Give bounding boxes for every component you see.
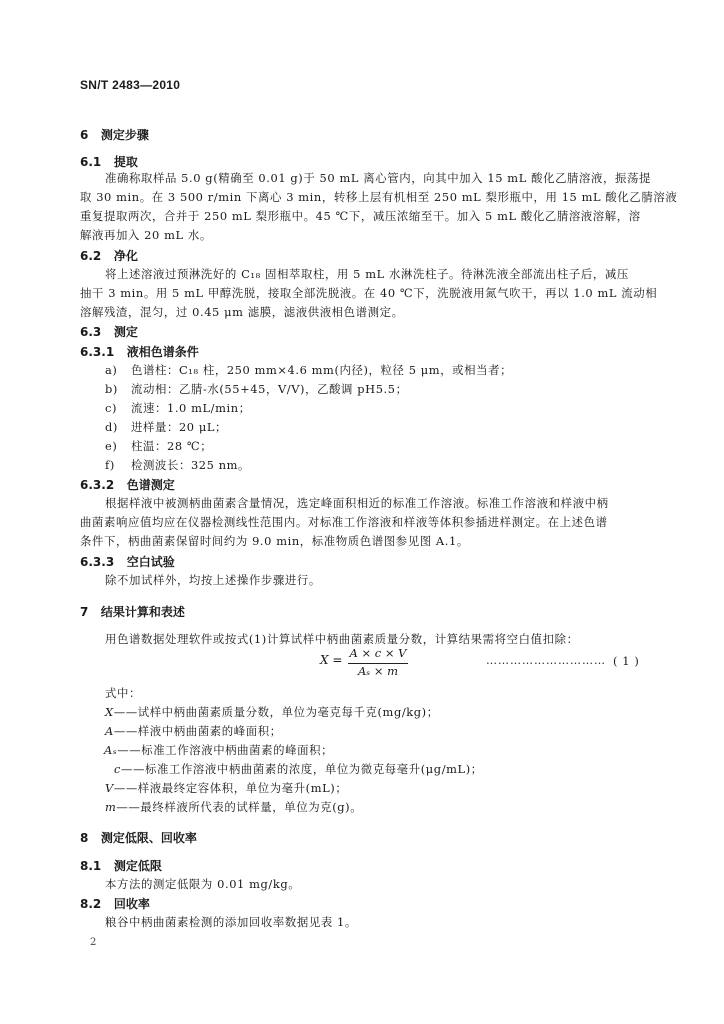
variable-text: ——试样中柄曲菌素质量分数，单位为毫克每千克(mg/kg)；	[113, 705, 439, 719]
equation-lhs: X =	[320, 653, 343, 667]
list-text: 流动相：乙腈-水(55+45，V/V)，乙酸调 pH5.5；	[131, 382, 408, 396]
section-number: 8.2	[80, 897, 102, 911]
paragraph-line: 溶解残渣，混匀，过 0.45 μm 滤膜，滤液供液相色谱测定。	[80, 305, 404, 319]
list-label: e)	[105, 439, 118, 453]
equation-number: ( 1 )	[613, 654, 640, 668]
paragraph-line: 条件下，柄曲菌素保留时间约为 9.0 min，标准物质色谱图参见图 A.1。	[80, 534, 469, 548]
list-label: b)	[105, 382, 118, 396]
variable-text: ——最终样液所代表的试样量，单位为克(g)。	[116, 800, 363, 814]
section-6-3-2-heading	[80, 476, 175, 493]
section-number: 6.3.3	[80, 555, 115, 569]
list-text: 流速：1.0 mL/min；	[131, 401, 251, 415]
paragraph-line: 重复提取两次，合并于 250 mL 梨形瓶中。45 ℃下，减压浓缩至干。加入 5 mL 酸化乙腈溶液溶解，溶	[80, 209, 641, 223]
variable-symbol: X	[105, 705, 114, 719]
variable-definition	[114, 761, 483, 777]
list-item	[105, 400, 251, 416]
paragraph-line: 准确称取样品 5.0 g(精确至 0.01 g)于 50 mL 离心管内，向其中加入 15 mL 酸化乙腈溶液，振荡提	[105, 171, 651, 185]
section-title: 测定低限、回收率	[100, 831, 197, 845]
variable-symbol: Aₛ	[104, 743, 118, 757]
list-text: 柱温：28 ℃；	[131, 439, 213, 453]
section-title: 测定步骤	[100, 128, 149, 142]
variable-symbol: V	[105, 781, 114, 795]
section-title: 色谱测定	[126, 478, 175, 492]
variable-text: ——标准工作溶液中柄曲菌素的峰面积；	[117, 743, 334, 757]
section-number: 6.3.1	[80, 345, 115, 359]
section-title: 液相色谱条件	[126, 345, 199, 359]
section-6-3-heading	[80, 323, 138, 340]
list-item	[105, 381, 408, 397]
paragraph-line: 根据样液中被测柄曲菌素含量情况，选定峰面积相近的标准工作溶液。标准工作溶液和样液中柄	[105, 496, 609, 510]
section-number: 6	[80, 128, 89, 142]
list-text: 色谱柱：C₁₈ 柱，250 mm×4.6 mm(内径)，粒径 5 μm，或相当者；	[131, 363, 513, 377]
list-item	[105, 419, 227, 435]
section-number: 7	[80, 605, 89, 619]
paragraph-line: 将上述溶液过预淋洗好的 C₁₈ 固相萃取柱，用 5 mL 水淋洗柱子。待淋洗液全部流出柱子后，减压	[105, 267, 629, 281]
section-title: 测定	[113, 325, 138, 339]
list-label: a)	[105, 363, 118, 377]
list-label: d)	[105, 420, 118, 434]
variable-definition	[104, 742, 333, 758]
list-text: 进样量：20 μL；	[131, 420, 228, 434]
equation-denominator: Aₛ × m	[357, 664, 399, 678]
section-title: 结果计算和表述	[100, 605, 185, 619]
variable-symbol: c	[114, 762, 121, 776]
section-8-heading	[80, 829, 197, 846]
variable-definition	[105, 799, 362, 815]
where-label: 式中：	[105, 686, 141, 700]
paragraph-line: 除不加试样外，均按上述操作步骤进行。	[105, 573, 321, 587]
paragraph-line: 粮谷中柄曲菌素检测的添加回收率数据见表 1。	[105, 915, 357, 929]
variable-text: ——样液中柄曲菌素的峰面积；	[113, 724, 282, 738]
equation-numerator: A × c × V	[349, 646, 407, 660]
section-6-3-1-heading	[80, 343, 199, 360]
section-number: 6.1	[80, 155, 102, 169]
standard-header: SN/T 2483—2010	[80, 78, 181, 92]
section-6-2-heading	[80, 247, 138, 264]
paragraph-line: 曲菌素响应值均应在仪器检测线性范围内。对标准工作溶液和样液等体积参插进样测定。在上述色谱	[80, 515, 608, 529]
page-number: 2	[90, 937, 97, 948]
section-title: 空白试验	[126, 555, 175, 569]
variable-definition	[105, 723, 282, 739]
paragraph-line: 用色谱数据处理软件或按式(1)计算试样中柄曲菌素质量分数，计算结果需将空白值扣除：	[105, 632, 579, 646]
section-title: 测定低限	[113, 859, 162, 873]
section-8-1-heading	[80, 857, 162, 874]
section-title: 回收率	[113, 897, 150, 911]
section-title: 净化	[113, 249, 138, 263]
section-6-heading	[80, 126, 149, 143]
section-number: 6.3.2	[80, 478, 115, 492]
paragraph-line: 取 30 min。在 3 500 r/min 下离心 3 min，转移上层有机相至 250 mL 梨形瓶中，用 15 mL 酸化乙腈溶液	[80, 190, 678, 204]
variable-text: ——标准工作溶液中柄曲菌素的浓度，单位为微克每毫升(μg/mL)；	[120, 762, 483, 776]
section-6-1-heading	[80, 153, 138, 170]
list-item	[105, 362, 512, 378]
paragraph-line: 解液再加入 20 mL 水。	[80, 228, 212, 242]
paragraph-line: 抽干 3 min。用 5 mL 甲醇洗脱，接取全部洗脱液。在 40 ℃下，洗脱液用氮气吹干，再以 1.0 mL 流动相	[80, 286, 658, 300]
list-label: f)	[105, 458, 115, 472]
section-number: 6.2	[80, 249, 102, 263]
section-6-3-3-heading	[80, 553, 175, 570]
section-number: 6.3	[80, 325, 102, 339]
section-7-heading	[80, 603, 185, 620]
section-number: 8.1	[80, 859, 102, 873]
variable-definition	[105, 780, 347, 796]
variable-symbol: A	[105, 724, 114, 738]
list-label: c)	[105, 401, 118, 415]
list-text: 检测波长：325 nm。	[131, 458, 251, 472]
variable-symbol: m	[105, 800, 117, 814]
section-number: 8	[80, 831, 89, 845]
list-item	[105, 457, 250, 473]
paragraph-line: 本方法的测定低限为 0.01 mg/kg。	[105, 877, 301, 891]
section-8-2-heading	[80, 895, 150, 912]
list-item	[105, 438, 212, 454]
variable-text: ——样液最终定容体积，单位为毫升(mL)；	[113, 781, 348, 795]
section-title: 提取	[113, 155, 138, 169]
equation-leader-dots: …………………………	[486, 654, 606, 667]
variable-definition	[105, 704, 439, 720]
